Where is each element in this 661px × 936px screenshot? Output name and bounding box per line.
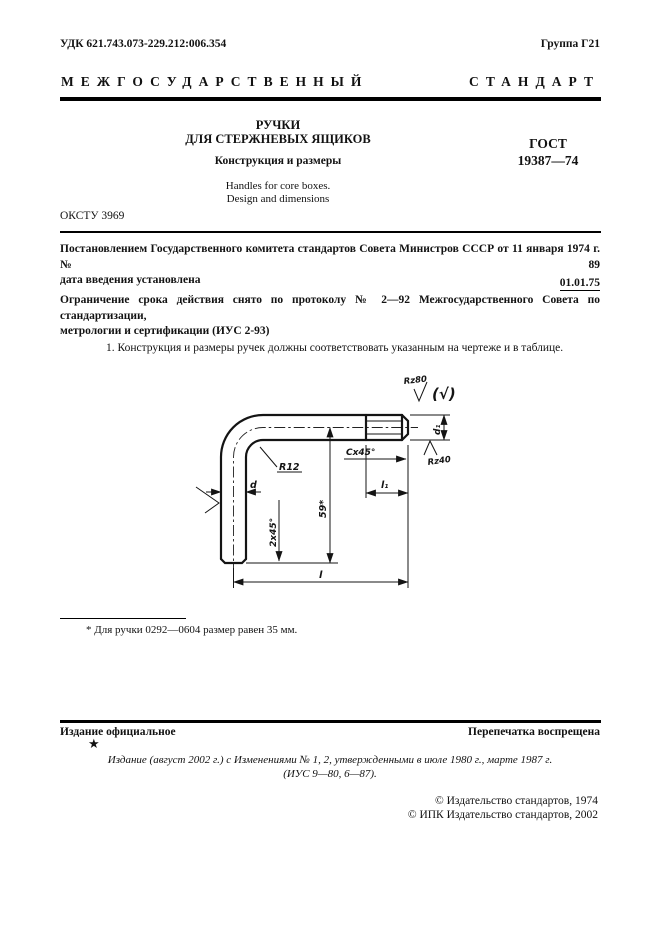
standard-heading xyxy=(61,74,600,90)
decree-paragraph xyxy=(60,242,600,289)
title-english-1: Handles for core boxes. xyxy=(225,180,331,192)
okstu-rule xyxy=(60,231,601,233)
title-line1: РУЧКИ xyxy=(255,118,301,132)
title-block xyxy=(60,118,496,205)
title-english-2: Design and dimensions xyxy=(226,192,330,205)
limitation-paragraph xyxy=(60,293,600,340)
official-edition-label: Издание официальное xyxy=(60,726,176,738)
radius-label: R12 xyxy=(279,462,300,473)
copyright-block xyxy=(408,794,598,822)
decree-line1: Постановлением Государственного комитета стандартов Совета Министров СССР от 11 января 1974 г. № 89 xyxy=(60,243,600,271)
standard-heading-word2: СТАНДАРТ xyxy=(469,74,600,89)
copyright-2002: © ИПК Издательство стандартов, 2002 xyxy=(407,809,598,821)
edition-note xyxy=(60,753,600,781)
footnote-text: * Для ручки 0292—0604 размер равен 35 мм. xyxy=(86,624,298,636)
chamfer-bottom-label: 2x45° xyxy=(269,517,279,547)
decree-line2: дата введения установлена xyxy=(60,274,201,286)
clause-1: 1. Конструкция и размеры ручек должны соответствовать указанным на чертеже и в таблице. xyxy=(106,342,564,354)
dia-label: d xyxy=(250,480,257,491)
title-line2: ДЛЯ СТЕРЖНЕВЫХ ЯЩИКОВ xyxy=(185,132,371,146)
limitation-line2: метрологии и сертификации (ИУС 2-93) xyxy=(60,325,270,337)
limitation-line1: Ограничение срока действия снято по протоколу № 2—92 Межгосударственного Совета по стандартизации, xyxy=(60,294,600,322)
roughness-general-label: Rz80 xyxy=(403,374,428,387)
thread-dia-label: d₁ xyxy=(433,424,443,435)
length-label: l xyxy=(319,570,323,581)
udk-code: УДК 621.743.073-229.212:006.354 xyxy=(60,38,227,50)
title-subtitle: Конструкция и размеры xyxy=(214,155,342,167)
footnote-rule xyxy=(60,618,186,619)
radius-leader xyxy=(260,447,277,467)
gost-number-block xyxy=(492,136,604,169)
roughness-thread-label: Rz40 xyxy=(427,454,452,468)
thread-len-label: l₁ xyxy=(381,480,389,491)
footer-row xyxy=(60,726,600,738)
group-code: Группа Г21 xyxy=(540,38,600,50)
reprint-forbidden-label: Перепечатка воспрещена xyxy=(468,726,600,738)
gost-word: ГОСТ xyxy=(529,136,567,151)
okstu-code: ОКСТУ 3969 xyxy=(60,210,125,222)
handle-outline-outer xyxy=(221,415,402,559)
chamfer-end-label: Cx45° xyxy=(346,448,376,458)
copyright-1974: © Издательство стандартов, 1974 xyxy=(434,795,598,807)
header-rule xyxy=(60,97,601,101)
roughness-thread-icon xyxy=(424,441,437,455)
standard-heading-word1: МЕЖГОСУДАРСТВЕННЫЙ xyxy=(61,74,369,89)
edition-note-line2: (ИУС 9—80, 6—87). xyxy=(283,768,377,780)
star-icon: ★ xyxy=(88,736,100,751)
gost-number: 19387—74 xyxy=(517,152,579,168)
effective-date: 01.01.75 xyxy=(559,277,600,289)
height-label: 59* xyxy=(318,499,329,518)
roughness-others-label: (√) xyxy=(432,385,456,403)
footer-rule xyxy=(60,720,601,723)
edition-note-line1: Издание (август 2002 г.) с Изменениями № 1, 2, утвержденными в июле 1980 г., марте 1987 г. xyxy=(107,754,553,766)
surface-finish-icon xyxy=(196,487,219,513)
handle-drawing xyxy=(178,370,492,608)
